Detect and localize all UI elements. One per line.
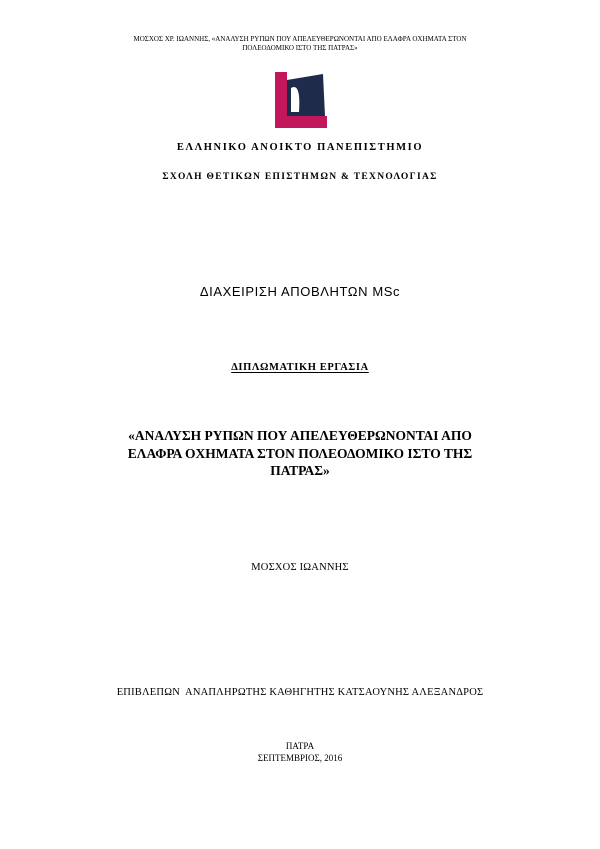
date-label: ΣΕΠΤΕΜΒΡΙΟΣ, 2016 bbox=[257, 753, 343, 763]
place-label: ΠΑΤΡΑ bbox=[285, 741, 315, 751]
university-logo-icon bbox=[275, 72, 327, 128]
university-name: ΕΛΛΗΝΙΚΟ ΑΝΟΙΚΤΟ ΠΑΝΕΠΙΣΤΗΜΙΟ bbox=[176, 142, 424, 153]
thesis-type-label: ΔΙΠΛΩΜΑΤΙΚΗ ΕΡΓΑΣΙΑ bbox=[231, 362, 369, 373]
place-and-date bbox=[0, 740, 600, 764]
running-header-line-2: ΠΟΛΕΟΔΟΜΙΚΟ ΙΣΤΟ ΤΗΣ ΠΑΤΡΑΣ» bbox=[242, 44, 358, 52]
thesis-title-line-3: ΠΑΤΡΑΣ» bbox=[270, 463, 330, 478]
school-name: ΣΧΟΛΗ ΘΕΤΙΚΩΝ ΕΠΙΣΤΗΜΩΝ & ΤΕΧΝΟΛΟΓΙΑΣ bbox=[162, 172, 438, 182]
program-name: ΔΙΑΧΕΙΡΙΣΗ ΑΠΟΒΛΗΤΩΝ MSc bbox=[199, 284, 401, 299]
running-header-line-1: ΜΟΣΧΟΣ ΧΡ. ΙΩΑΝΝΗΣ, «ΑΝΑΛΥΣΗ ΡΥΠΩΝ ΠΟΥ ΑΠΕΛΕΥΘΕΡΩΝΟΝΤΑΙ ΑΠΟ ΕΛΑΦΡΑ ΟΧΗΜΑΤΑ ΣΤΟΝ bbox=[133, 35, 467, 43]
supervisor-line: ΕΠΙΒΛΕΠΩΝ ΑΝΑΠΛΗΡΩΤΗΣ ΚΑΘΗΓΗΤΗΣ ΚΑΤΣΑΟΥΝΗΣ ΑΛΕΞΑΝΔΡΟΣ bbox=[116, 687, 484, 698]
running-header bbox=[0, 35, 600, 53]
author-name: ΜΟΣΧΟΣ ΙΩΑΝΝΗΣ bbox=[251, 562, 349, 573]
thesis-title-line-2: ΕΛΑΦΡΑ ΟΧΗΜΑΤΑ ΣΤΟΝ ΠΟΛΕΟΔΟΜΙΚΟ ΙΣΤΟ ΤΗΣ bbox=[127, 445, 473, 461]
thesis-title bbox=[0, 427, 600, 480]
thesis-title-line-1: «ΑΝΑΛΥΣΗ ΡΥΠΩΝ ΠΟΥ ΑΠΕΛΕΥΘΕΡΩΝΟΝΤΑΙ ΑΠΟ bbox=[128, 428, 472, 443]
thesis-type-heading bbox=[0, 362, 600, 373]
